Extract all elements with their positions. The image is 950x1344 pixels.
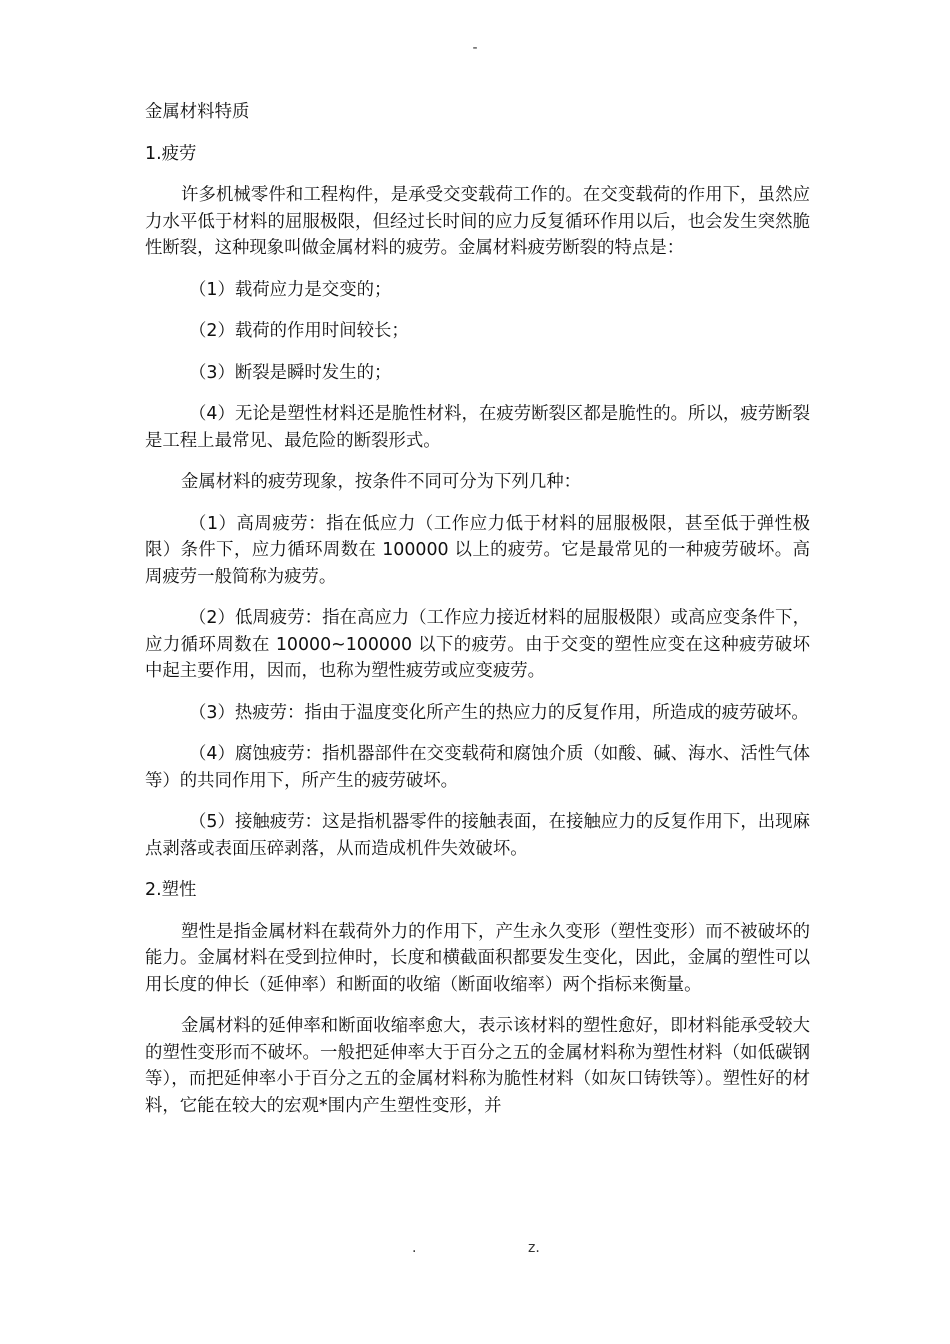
list-item-type-1: （1）高周疲劳：指在低应力（工作应力低于材料的屈服极限，甚至低于弹性极限）条件下，应力循环周数在 100000 以上的疲劳。它是最常见的一种疲劳破坏。高周疲劳一般简称为疲劳。 — [145, 513, 810, 587]
list-item-feature-2: （2）载荷的作用时间较长； — [189, 321, 409, 341]
page-footer-right: z. — [528, 1240, 540, 1256]
document-body — [145, 99, 810, 1134]
list-item-feature-3: （3）断裂是瞬时发生的； — [189, 362, 392, 383]
list-item-feature-1: （1）载荷应力是交变的； — [189, 279, 392, 300]
paragraph-plasticity-1: 塑性是指金属材料在载荷外力的作用下，产生永久变形（塑性变形）而不被破坏的能力。金属材料在受到拉伸时，长度和横截面积都要发生变化，因此，金属的塑性可以用长度的伸长（延伸率）和断面的收缩（断面收缩率）两个指标来衡量。 — [145, 921, 810, 995]
section-heading-plasticity: 2.塑性 — [145, 880, 197, 900]
paragraph-plasticity-2: 金属材料的延伸率和断面收缩率愈大，表示该材料的塑性愈好，即材料能承受较大的塑性变形而不破坏。一般把延伸率大于百分之五的金属材料称为塑性材料（如低碳钢等），而把延伸率小于百分之五的金属材料称为脆性材料（如灰口铸铁等）。塑性好的材料，它能在较大的宏观*围内产生塑性变形，并 — [145, 1016, 810, 1116]
document-title: 金属材料特质 — [145, 102, 250, 122]
list-item-type-2: （2）低周疲劳：指在高应力（工作应力接近材料的屈服极限）或高应变条件下，应力循环周数在 10000~100000 以下的疲劳。由于交变的塑性应变在这种疲劳破坏中起主要作用，因而，也称为塑性疲劳或应变疲劳。 — [145, 608, 810, 681]
paragraph-fatigue-intro: 许多机械零件和工程构件，是承受交变载荷工作的。在交变载荷的作用下，虽然应力水平低于材料的屈服极限，但经过长时间的应力反复循环作用以后，也会发生突然脆性断裂，这种现象叫做金属材料的疲劳。金属材料疲劳断裂的特点是： — [145, 185, 810, 258]
page-footer-left: . — [412, 1240, 417, 1256]
list-item-type-4: （4）腐蚀疲劳：指机器部件在交变载荷和腐蚀介质（如酸、碱、海水、活性气体等）的共同作用下，所产生的疲劳破坏。 — [145, 744, 810, 791]
section-heading-fatigue: 1.疲劳 — [145, 143, 197, 164]
list-item-type-5: （5）接触疲劳：这是指机器零件的接触表面，在接触应力的反复作用下，出现麻点剥落或表面压碎剥落，从而造成机件失效破坏。 — [145, 812, 810, 859]
paragraph-classification-intro: 金属材料的疲劳现象，按条件不同可分为下列几种： — [181, 472, 581, 492]
list-item-type-3: （3）热疲劳：指由于温度变化所产生的热应力的反复作用，所造成的疲劳破坏。 — [189, 702, 809, 723]
list-item-feature-4: （4）无论是塑性材料还是脆性材料，在疲劳断裂区都是脆性的。所以，疲劳断裂是工程上最常见、最危险的断裂形式。 — [145, 404, 810, 451]
page-header-mark: - — [472, 40, 478, 56]
